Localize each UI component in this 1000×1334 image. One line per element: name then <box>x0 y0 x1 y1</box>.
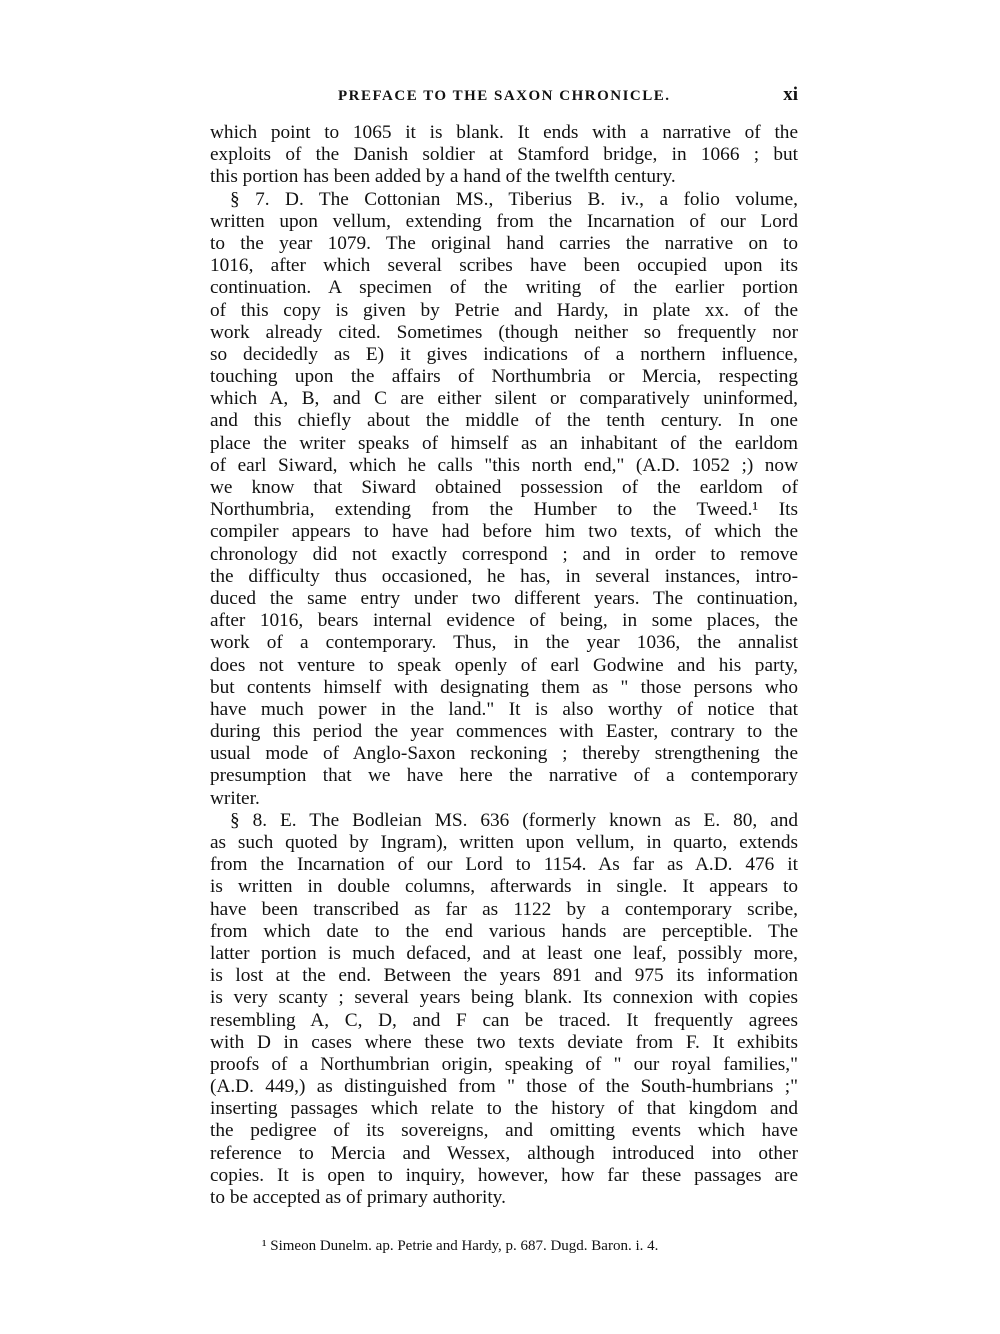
text-line: work already cited. Sometimes (though neither so frequently nor <box>210 321 798 343</box>
text-line: is written in double columns, afterwards in single. It appears to <box>210 876 798 898</box>
text-line: from which date to the end various hands are perceptible. The <box>210 920 798 942</box>
text-line: place the writer speaks of himself as an inhabitant of the earldom <box>210 432 798 454</box>
text-line: compiler appears to have had before him two texts, of which the <box>210 521 798 543</box>
text-line: during this period the year commences with Easter, contrary to the <box>210 721 798 743</box>
text-line: from the Incarnation of our Lord to 1154. As far as A.D. 476 it <box>210 854 798 876</box>
text-line: of this copy is given by Petrie and Hardy, in plate xx. of the <box>210 299 798 321</box>
text-line: touching upon the affairs of Northumbria or Mercia, respecting <box>210 366 798 388</box>
text-line: the difficulty thus occasioned, he has, in several instances, intro- <box>210 565 798 587</box>
text-line: (A.D. 449,) as distinguished from " those of the South-humbrians ;" <box>210 1076 798 1098</box>
page-header <box>210 86 798 112</box>
text-line: Northumbria, extending from the Humber to the Tweed.¹ Its <box>210 499 798 521</box>
text-line: copies. It is open to inquiry, however, how far these passages are <box>210 1164 798 1186</box>
text-line: chronology did not exactly correspond ; and in order to remove <box>210 543 798 565</box>
text-line: latter portion is much defaced, and at least one leaf, possibly more, <box>210 942 798 964</box>
body-text <box>210 122 798 1209</box>
text-line: exploits of the Danish soldier at Stamford bridge, in 1066 ; but <box>210 144 798 166</box>
text-line: which A, B, and C are either silent or comparatively uninformed, <box>210 388 798 410</box>
section-8-heading-line: § 8. E. The Bodleian MS. 636 (formerly known as E. 80, and <box>230 809 798 831</box>
text-line: with D in cases where these two texts deviate from F. It exhibits <box>210 1031 798 1053</box>
text-line: this portion has been added by a hand of the twelfth century. <box>210 166 676 188</box>
text-line: after 1016, bears internal evidence of being, in some places, the <box>210 610 798 632</box>
text-line: work of a contemporary. Thus, in the year 1036, the annalist <box>210 632 798 654</box>
text-line: does not venture to speak openly of earl Godwine and his party, <box>210 654 798 676</box>
text-line: have much power in the land." It is also worthy of notice that <box>210 698 798 720</box>
text-line: reference to Mercia and Wessex, although introduced into other <box>210 1142 798 1164</box>
text-line: resembling A, C, D, and F can be traced. It frequently agrees <box>210 1009 798 1031</box>
text-line: is lost at the end. Between the years 891 and 975 its information <box>210 965 798 987</box>
page-number: xi <box>783 84 798 105</box>
text-line: of earl Siward, which he calls "this north end," (A.D. 1052 ;) now <box>210 454 798 476</box>
text-line: inserting passages which relate to the history of that kingdom and <box>210 1098 798 1120</box>
section-7-heading-line: § 7. D. The Cottonian MS., Tiberius B. iv., a folio volume, <box>230 188 798 210</box>
text-line: usual mode of Anglo-Saxon reckoning ; thereby strengthening the <box>210 743 798 765</box>
text-line: we know that Siward obtained possession of the earldom of <box>210 477 798 498</box>
text-line: proofs of a Northumbrian origin, speaking of " our royal families," <box>210 1053 798 1075</box>
text-line: to be accepted as of primary authority. <box>210 1187 506 1208</box>
text-line: continuation. A specimen of the writing of the earlier portion <box>210 277 798 299</box>
text-line: so decidedly as E) it gives indications of a northern influence, <box>210 343 798 365</box>
text-line: have been transcribed as far as 1122 by a contemporary scribe, <box>210 898 798 920</box>
text-line: presumption that we have here the narrative of a contemporary <box>210 765 798 787</box>
text-line: to the year 1079. The original hand carries the narrative on to <box>210 232 798 254</box>
text-line: writer. <box>210 787 260 809</box>
text-line: is very scanty ; several years being blank. Its connexion with copies <box>210 987 798 1009</box>
text-line: the pedigree of its sovereigns, and omitting events which have <box>210 1120 798 1142</box>
text-line: which point to 1065 it is blank. It ends with a narrative of the <box>210 122 798 143</box>
text-line: as such quoted by Ingram), written upon vellum, in quarto, extends <box>210 832 798 853</box>
footnote: ¹ Simeon Dunelm. ap. Petrie and Hardy, p. 687. Dugd. Baron. i. 4. <box>262 1238 659 1254</box>
text-line: 1016, after which several scribes have been occupied upon its <box>210 255 798 277</box>
text-line: duced the same entry under two different years. The continuation, <box>210 587 798 609</box>
text-line: written upon vellum, extending from the Incarnation of our Lord <box>210 210 798 232</box>
running-title: PREFACE TO THE SAXON CHRONICLE. <box>338 88 671 104</box>
text-line: but contents himself with designating them as " those persons who <box>210 676 798 698</box>
text-line: and this chiefly about the middle of the tenth century. In one <box>210 410 798 432</box>
